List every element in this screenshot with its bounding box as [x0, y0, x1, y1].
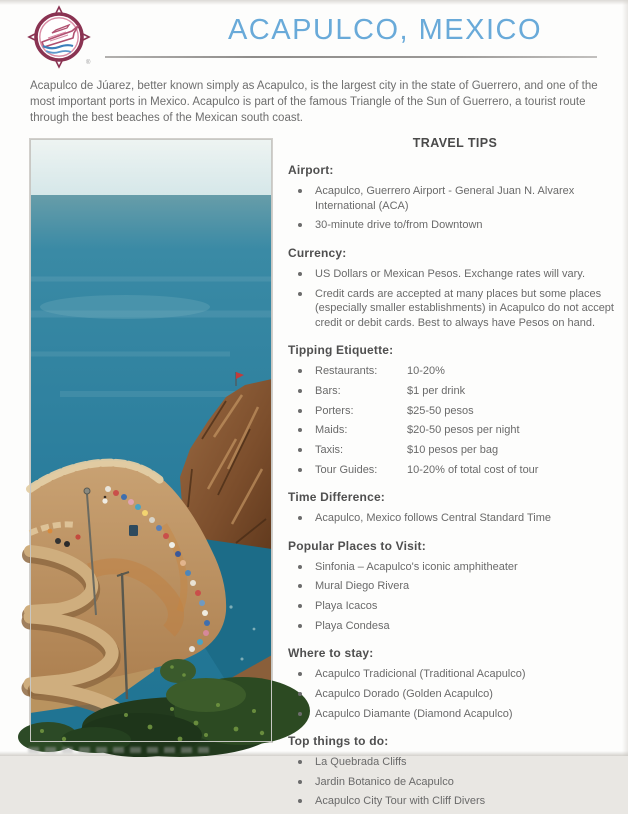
tipping-list	[288, 364, 622, 477]
bullet-icon	[298, 409, 302, 413]
bullet-item	[288, 667, 622, 682]
section-heading: Time Difference:	[288, 490, 386, 505]
bullet-list	[288, 560, 622, 634]
tip-value: 10-20%	[407, 365, 445, 378]
bullet-item	[288, 755, 622, 770]
la-quebrada-cliffs-viewpoint-photo	[30, 139, 272, 742]
scan-edge-right	[622, 0, 628, 756]
tip-value: $10 pesos per bag	[407, 443, 499, 456]
bullet-icon	[298, 780, 302, 784]
section-heading: Currency:	[288, 245, 347, 260]
travel-tips-title: TRAVEL TIPS	[412, 136, 498, 150]
tip-value: $25-50 pesos	[407, 404, 474, 417]
bullet-text: Jardin Botanico de Acapulco	[315, 775, 454, 788]
bullet-icon	[298, 292, 302, 296]
section-heading: Popular Places to Visit:	[288, 538, 426, 553]
bullet-item	[288, 579, 622, 594]
travel-tips-column	[288, 136, 622, 814]
bullet-text: Sinfonia – Acapulco's iconic amphitheater	[315, 560, 518, 573]
bullet-icon	[298, 624, 302, 628]
page-title: ACAPULCO, MEXICO	[227, 14, 543, 46]
tipping-row	[288, 364, 622, 379]
bullet-item	[288, 184, 622, 213]
bullet-item	[288, 511, 622, 526]
bullet-text: Acapulco Tradicional (Traditional Acapulco)	[315, 668, 526, 681]
bullet-text: Mural Diego Rivera	[315, 580, 410, 593]
tip-value: $1 per drink	[407, 385, 466, 397]
section-heading: Tipping Etiquette:	[288, 343, 394, 358]
bullet-icon	[298, 468, 302, 472]
scan-edge-top	[0, 0, 628, 5]
sky	[30, 139, 272, 201]
tip-value: 10-20% of total cost of tour	[407, 463, 539, 476]
bullet-item	[288, 599, 622, 614]
bullet-icon	[298, 565, 302, 569]
bullet-text: Acapulco Diamante (Diamond Acapulco)	[315, 707, 513, 720]
tipping-row	[288, 384, 622, 399]
cruise-ship-compass-logo	[26, 6, 94, 70]
tipping-row	[288, 443, 622, 458]
tip-label: Bars:	[315, 385, 341, 397]
tipping-row	[288, 404, 622, 419]
tips-sections	[288, 163, 622, 809]
bullet-icon	[298, 448, 302, 452]
bullet-item	[288, 775, 622, 790]
bullet-text: Acapulco City Tour with Cliff Divers	[315, 795, 486, 808]
bullet-icon	[298, 516, 302, 520]
bullet-text: 30-minute drive to/from Downtown	[315, 219, 483, 232]
bullet-text: Playa Icacos	[315, 600, 378, 612]
tipping-row	[288, 423, 622, 438]
bullet-text: Acapulco, Mexico follows Central Standard Time	[315, 512, 551, 525]
section-heading: Top things to do:	[288, 734, 389, 749]
bullet-item	[288, 619, 622, 634]
bullet-list	[288, 267, 622, 331]
bullet-icon	[298, 389, 302, 393]
bullet-icon	[298, 672, 302, 676]
bullet-list	[288, 667, 622, 721]
bullet-icon	[298, 604, 302, 608]
bullet-icon	[298, 760, 302, 764]
bullet-item	[288, 218, 622, 233]
tip-value: $20-50 pesos per night	[407, 424, 520, 437]
bullet-text: La Quebrada Cliffs	[315, 756, 407, 769]
bullet-icon	[298, 712, 302, 716]
bullet-icon	[298, 189, 302, 193]
tip-label: Tour Guides:	[315, 463, 378, 476]
bullet-icon	[298, 584, 302, 588]
bullet-icon	[298, 223, 302, 227]
bullet-item	[288, 267, 622, 282]
bullet-text: US Dollars or Mexican Pesos. Exchange rates will vary.	[315, 267, 586, 280]
registered-mark: ®	[86, 60, 91, 66]
bullet-item	[288, 707, 622, 722]
bullet-item	[288, 560, 622, 575]
bullet-list	[288, 511, 622, 526]
bullet-icon	[298, 369, 302, 373]
section-heading: Where to stay:	[288, 646, 374, 661]
bullet-icon	[298, 799, 302, 803]
bullet-icon	[298, 692, 302, 696]
bullet-text: Playa Condesa	[315, 619, 390, 632]
bullet-item	[288, 287, 622, 331]
tip-label: Porters:	[315, 404, 354, 417]
trash-bin	[129, 525, 138, 536]
bullet-text: Acapulco, Guerrero Airport - General Juan N. Alvarex International (ACA)	[315, 185, 575, 212]
tipping-row	[288, 463, 622, 478]
title-divider	[105, 56, 597, 58]
bullet-text: Credit cards are accepted at many places but some places (especially smaller establishments) in Acapulco do not accept credit or debit cards. Best to always have Pesos on hand.	[315, 287, 614, 329]
tip-label: Restaurants:	[315, 365, 378, 378]
tip-label: Maids:	[315, 424, 348, 437]
bullet-icon	[298, 272, 302, 276]
tip-label: Taxis:	[315, 443, 344, 456]
section-heading: Airport:	[288, 163, 334, 177]
intro-paragraph: Acapulco de Júarez, better known simply as Acapulco, is the largest city in the state of Guerrero, and one of the most important ports in Mexico. Acapulco is part of the famous Triangle of the Sun of Guerrero, a tourist route through the best beaches of the Mexican south coast.	[30, 80, 598, 124]
bullet-list	[288, 184, 622, 233]
bullet-text: Acapulco Dorado (Golden Acapulco)	[315, 687, 493, 700]
bullet-list	[288, 755, 622, 809]
bullet-item	[288, 794, 622, 809]
bullet-item	[288, 687, 622, 702]
bullet-icon	[298, 428, 302, 432]
illegible-footer-text	[28, 747, 213, 753]
